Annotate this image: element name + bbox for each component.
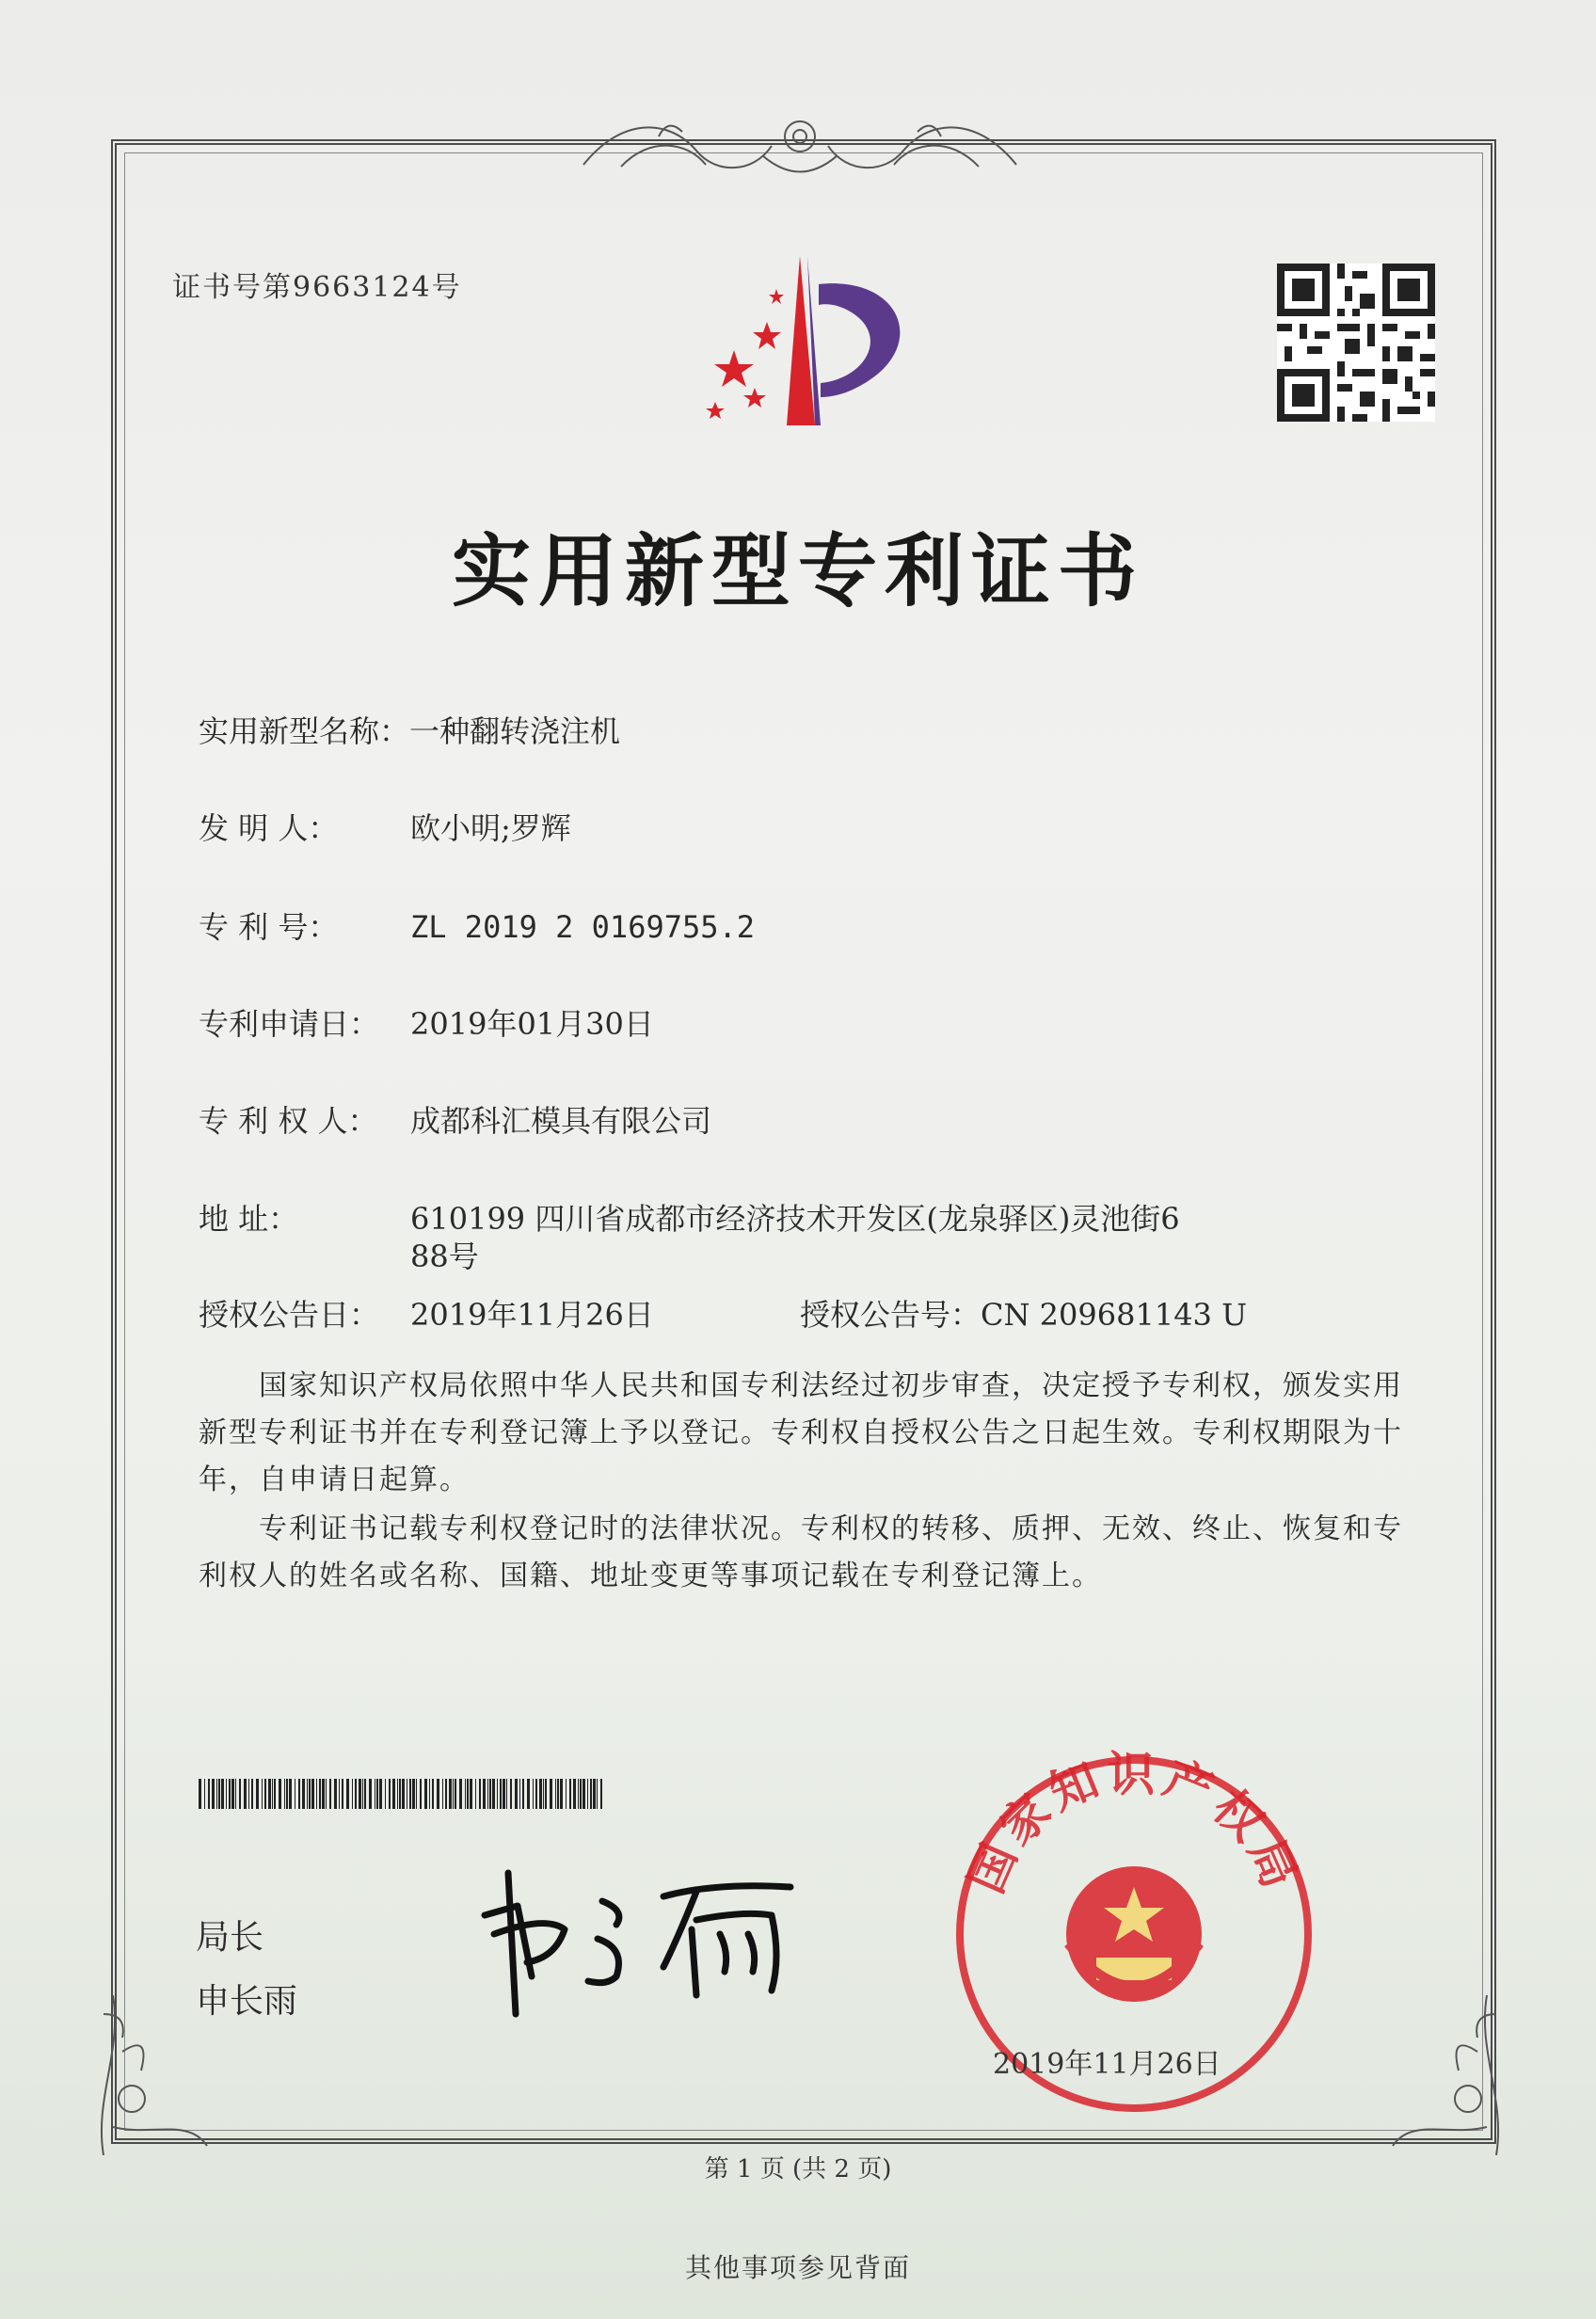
inventor-row [199,805,571,848]
grant-number-row [800,1291,1247,1335]
application-date-row [199,1000,654,1044]
qr-code-icon [1277,264,1435,422]
address-row [199,1195,1180,1239]
statement-paragraph-2: 专利证书记载专利权登记时的法律状况。专利权的转移、质押、无效、终止、恢复和专利权人的姓名或名称、国籍、地址变更等事项记载在专利登记簿上。 [199,1512,1403,1592]
top-ornament-icon [565,99,1035,193]
svg-text:国家知识产权局: 国家知识产权局 [958,1747,1310,1901]
seal-date: 2019年11月26日 [993,2048,1221,2081]
patentee-value: 成都科汇模具有限公司 [410,1103,712,1139]
footer-note: 其他事项参见背面 [684,2252,911,2283]
director-name: 申长雨 [196,1982,298,2021]
inventor-value: 欧小明;罗辉 [410,810,571,846]
patentee-label: 专 利 权 人： [199,1103,378,1139]
bottom-left-ornament-icon [85,1939,235,2165]
barcode-icon [199,1779,603,1809]
patent-number-label: 专 利 号： [199,909,339,945]
bottom-right-ornament-icon [1365,1939,1515,2165]
grant-number-value: CN 209681143 U [981,1297,1248,1333]
page-indicator: 第 1 页 (共 2 页) [704,2155,892,2183]
address-value-line1: 610199 四川省成都市经济技术开发区(龙泉驿区)灵池街6 [410,1201,1180,1237]
inventor-label: 发 明 人： [199,810,339,846]
grant-date-row [199,1291,654,1335]
patentee-row [199,1097,711,1141]
director-title: 局长 [196,1918,264,1957]
patent-number-row [199,904,755,947]
patent-number-value: ZL 2019 2 0169755.2 [410,909,756,945]
utility-model-name-value: 一种翻转浇注机 [409,713,621,749]
grant-date-label: 授权公告日： [199,1297,380,1333]
grant-number-label: 授权公告号： [800,1297,982,1333]
certificate-number: 证书号第9663124号 [172,271,462,304]
statement-paragraph-1: 国家知识产权局依照中华人民共和国专利法经过初步审查，决定授予专利权，颁发实用新型专利证书并在专利登记簿上予以登记。专利权自授权公告之日起生效。专利权期限为十年，自申请日起算。 [199,1369,1403,1496]
application-date-value: 2019年01月30日 [410,1006,654,1042]
utility-model-name-label: 实用新型名称： [199,713,410,749]
handwritten-signature-icon [461,1863,819,2023]
patent-office-logo-icon [678,247,932,454]
grant-date-value: 2019年11月26日 [410,1297,654,1333]
address-label: 地 址： [199,1201,299,1237]
utility-model-name-row [199,708,620,751]
address-value-line2: 88号 [410,1239,479,1274]
certificate-title: 实用新型专利证书 [451,524,1144,617]
application-date-label: 专利申请日： [199,1006,380,1042]
